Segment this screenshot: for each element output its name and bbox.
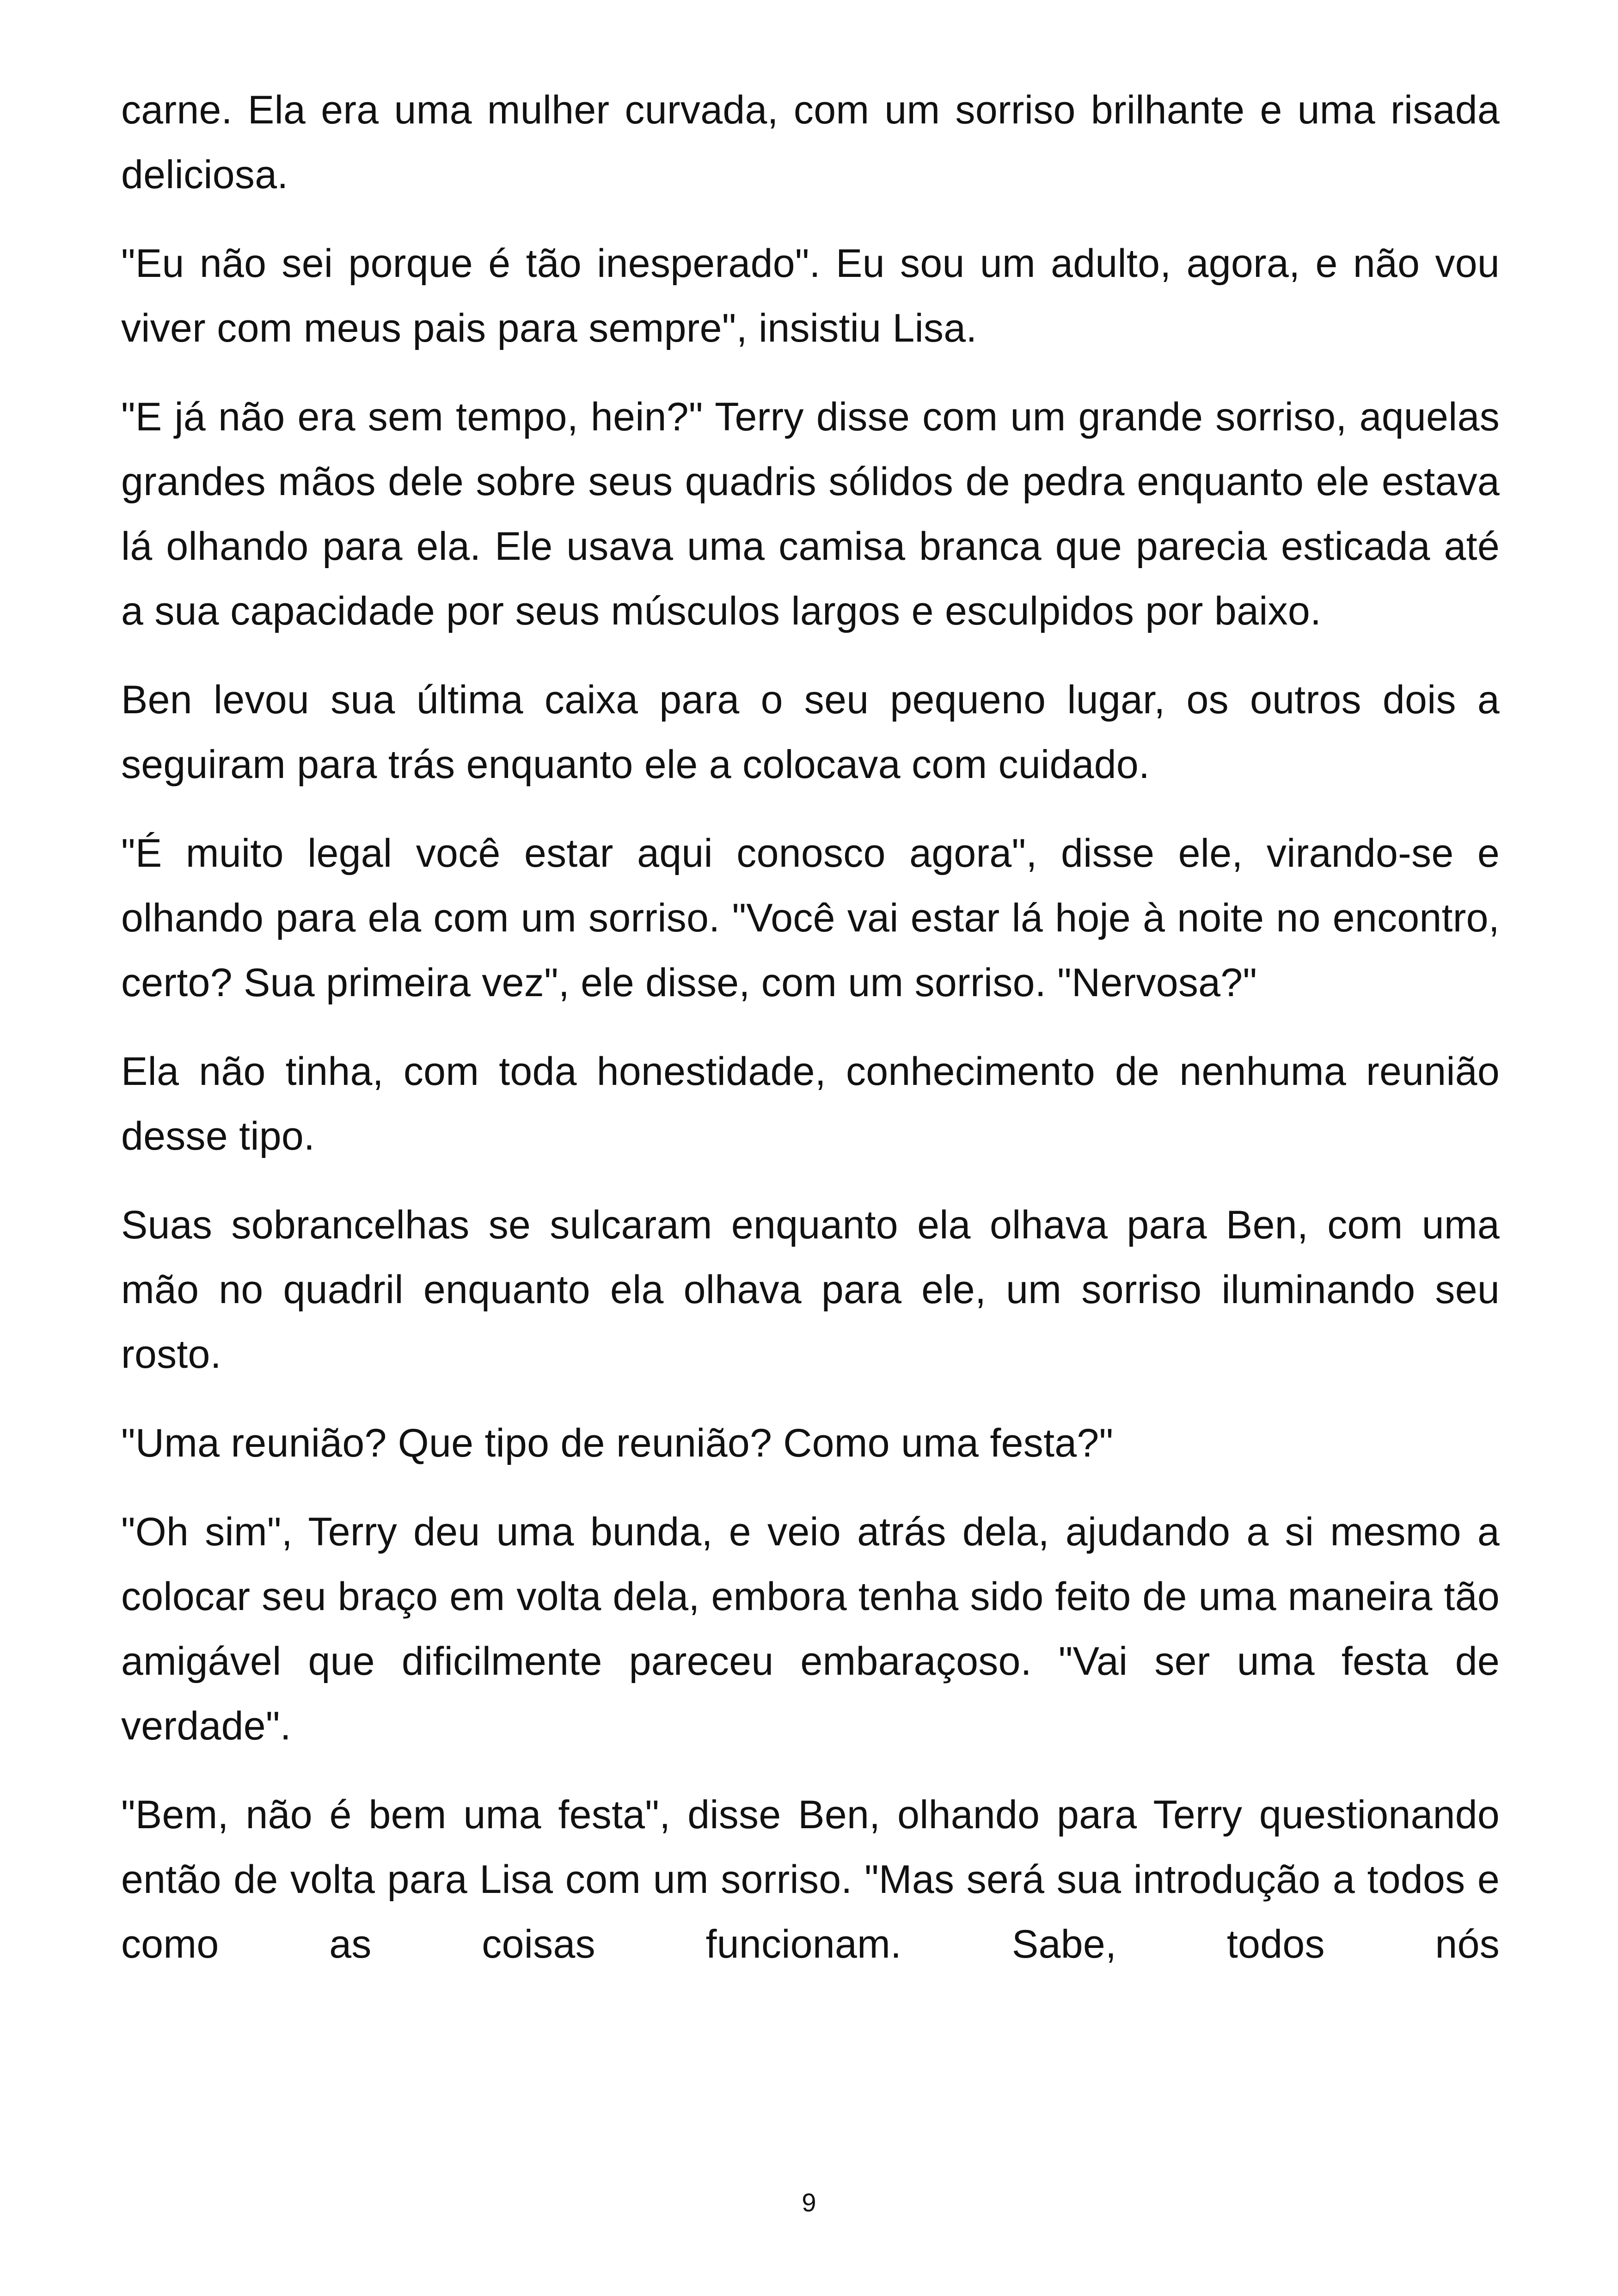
paragraph: "Uma reunião? Que tipo de reunião? Como uma festa?" — [121, 1421, 1114, 1465]
paragraph: "Eu não sei porque é tão inesperado". Eu sou um adulto, agora, e não vou viver com meus pais para sempre", insistiu Lisa. — [121, 241, 1500, 350]
body-text — [121, 78, 1500, 2001]
paragraph: "É muito legal você estar aqui conosco agora", disse ele, virando-se e olhando para ela com um sorriso. "Você vai estar lá hoje à noite no encontro, certo? Sua primeira vez", ele disse, com um sorriso. "Nervosa?" — [121, 831, 1500, 1005]
paragraph: Ela não tinha, com toda honestidade, conhecimento de nenhuma reunião desse tipo. — [121, 1049, 1500, 1158]
paragraph: "Oh sim", Terry deu uma bunda, e veio atrás dela, ajudando a si mesmo a colocar seu braço em volta dela, embora tenha sido feito de uma maneira tão amigável que dificilmente pareceu embaraçoso. "Vai ser uma festa de verdade". — [121, 1510, 1500, 1748]
page-number: 9 — [802, 2188, 816, 2217]
paragraph: "E já não era sem tempo, hein?" Terry disse com um grande sorriso, aquelas grandes mãos dele sobre seus quadris sólidos de pedra enquanto ele estava lá olhando para ela. Ele usava uma camisa branca que parecia esticada até a sua capacidade por seus músculos largos e esculpidos por baixo. — [121, 395, 1500, 633]
paragraph: "Bem, não é bem uma festa", disse Ben, olhando para Terry questionando então de volta para Lisa com um sorriso. "Mas será sua introdução a todos e como as coisas funcionam. Sabe, todos nós — [121, 1793, 1500, 1966]
paragraph: Ben levou sua última caixa para o seu pequeno lugar, os outros dois a seguiram para trás enquanto ele a colocava com cuidado. — [121, 678, 1500, 787]
paragraph: Suas sobrancelhas se sulcaram enquanto ela olhava para Ben, com uma mão no quadril enquanto ela olhava para ele, um sorriso iluminando seu rosto. — [121, 1203, 1500, 1377]
paragraph: carne. Ela era uma mulher curvada, com um sorriso brilhante e uma risada deliciosa. — [121, 88, 1500, 197]
